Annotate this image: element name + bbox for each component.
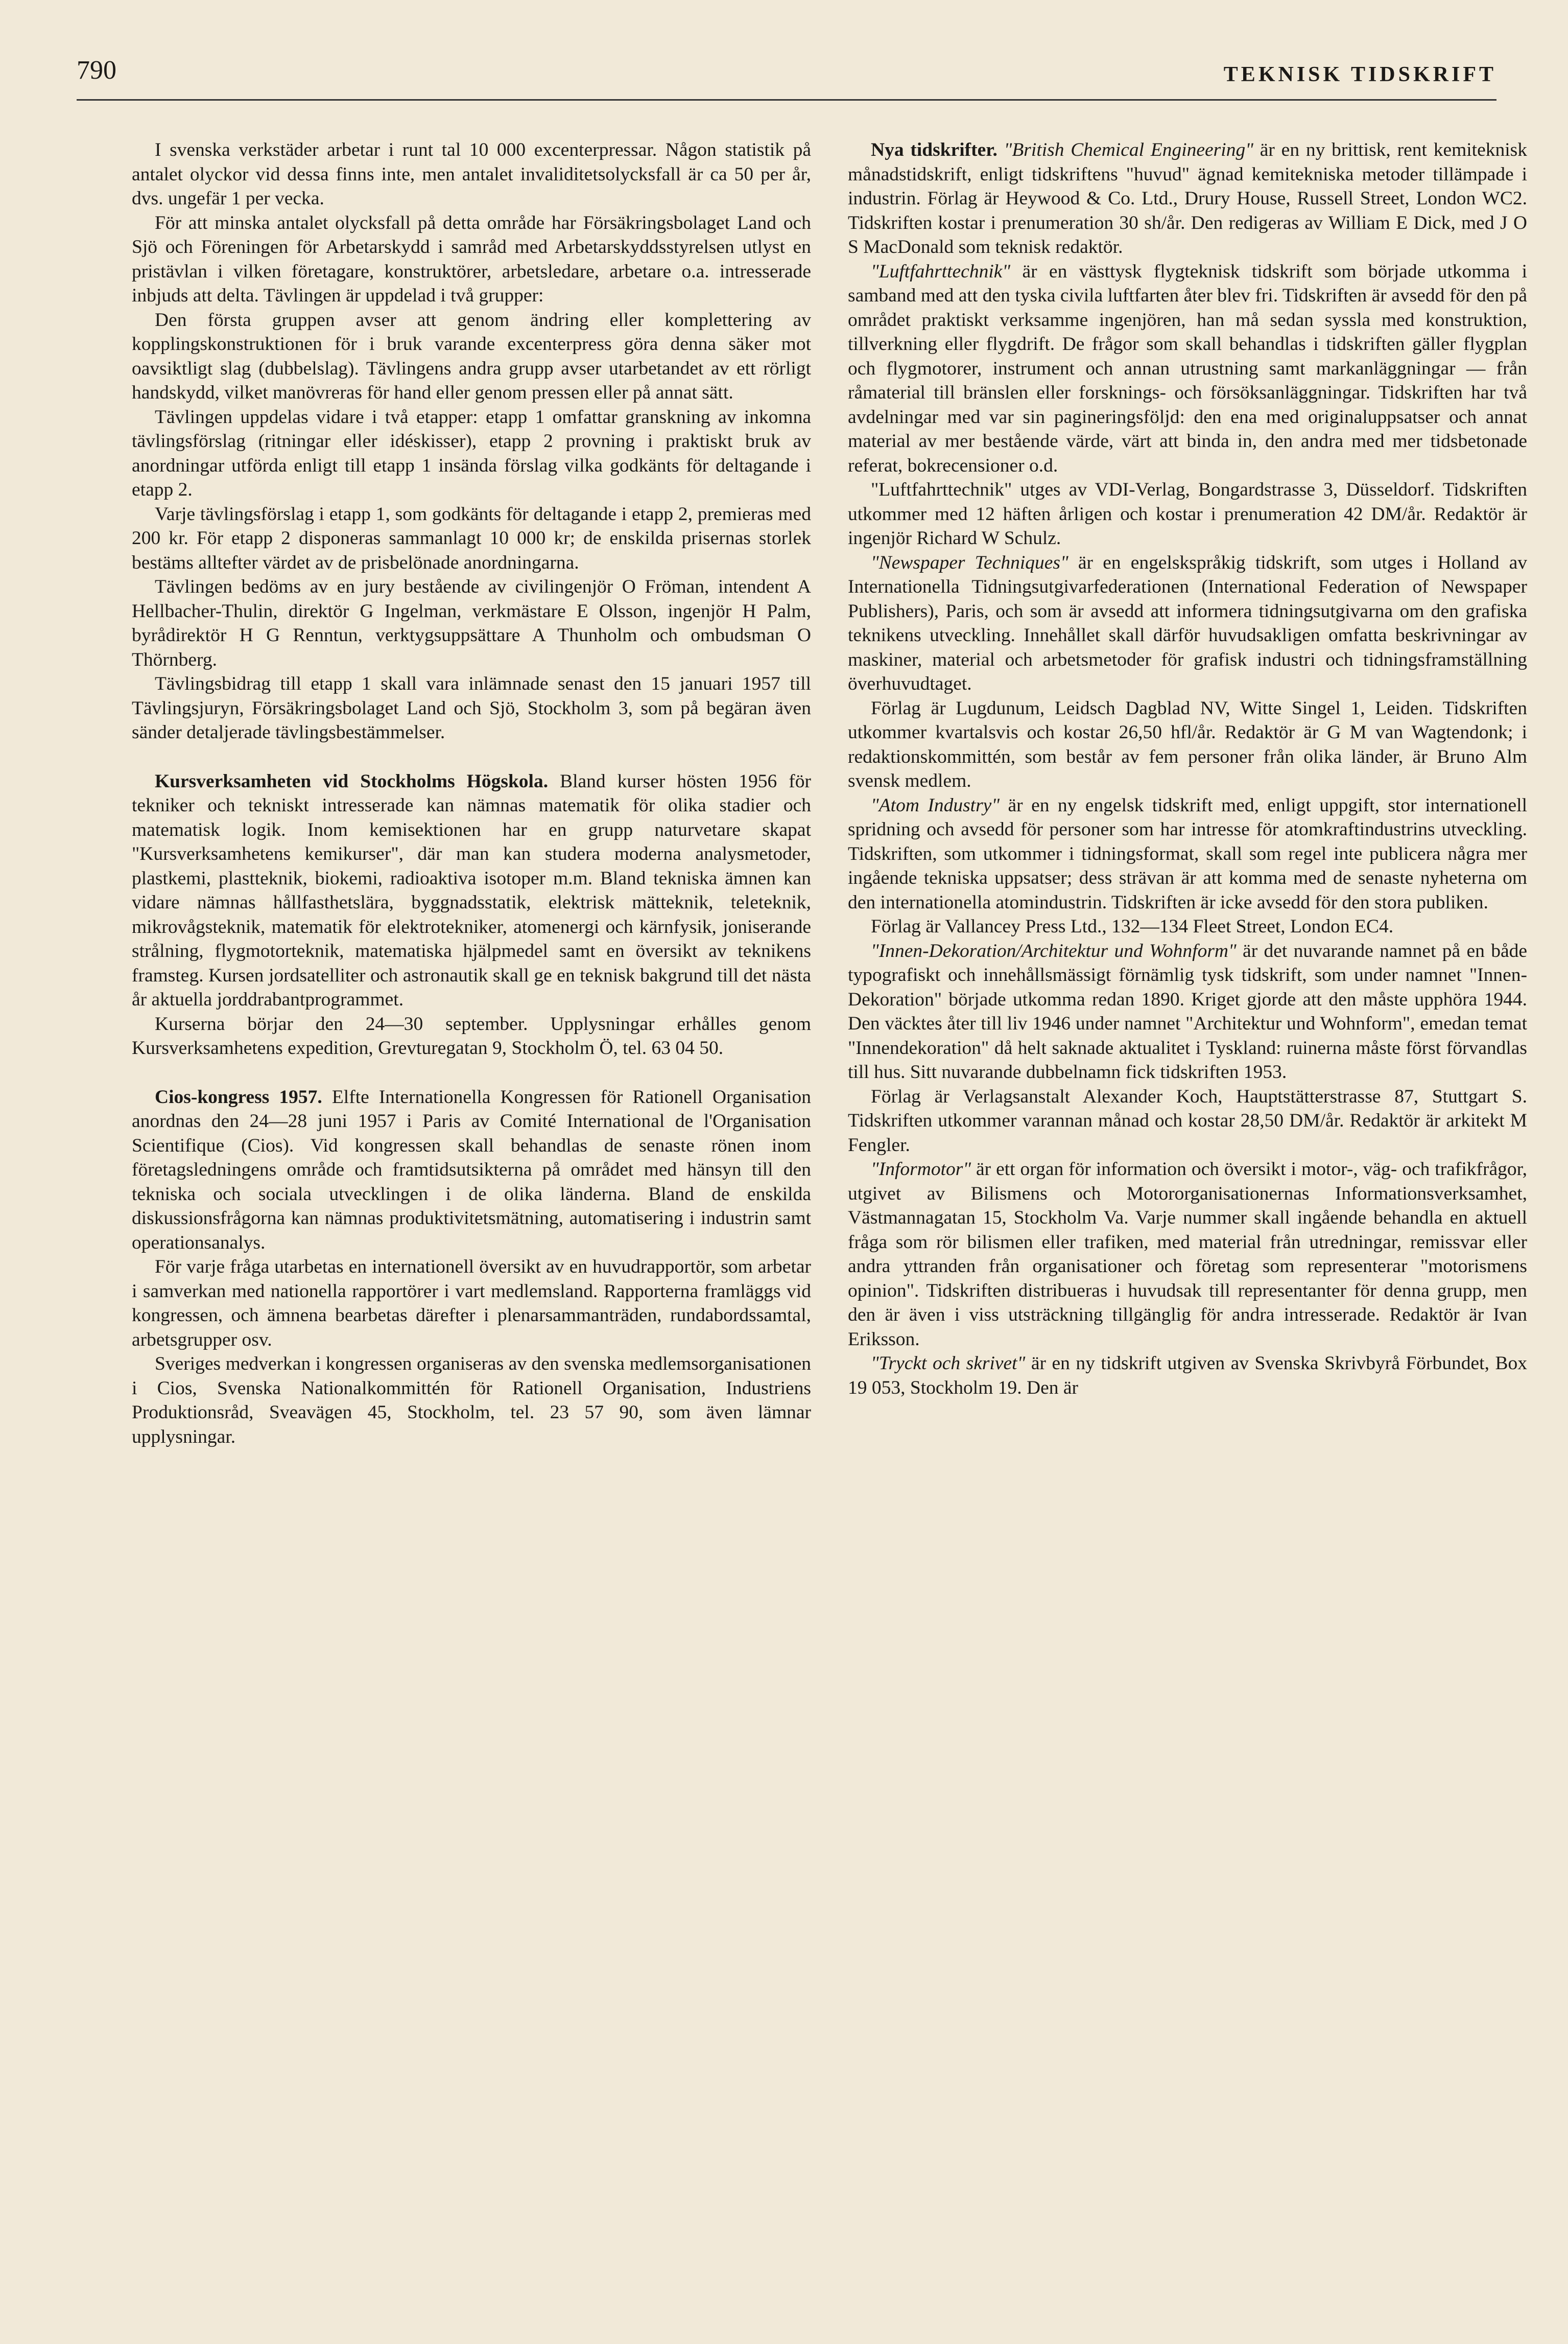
paragraph [848,939,1527,1085]
right-column [848,138,1527,1400]
page-number: 790 [77,56,116,85]
paragraph [848,1351,1527,1400]
section-heading: Nya tidskrifter. [871,139,997,160]
paragraph: Tävlingsbidrag till etapp 1 skall vara inlämnade senast den 15 januari 1957 till Tävlingsjuryn, Försäkringsbolaget Land och Sjö, Stockholm 3, som på begäran även sänder detaljerade tävlingsbestämmelser. [132,673,811,743]
paragraph-text: är en engelskspråkig tidskrift, som utges i Holland av Internationella Tidningsutgivarfederationen (International Federation of Newspaper Publishers), Paris, och som är avsedd att informera tidningsutgivarna om den grafiska teknikens utveckling. Innehållet skall därför huvudsakligen omfatta beskrivningar av maskiner, material och arbetsmetoder för grafisk industri och tidningsframställning överhuvudtaget. [848,552,1528,694]
paragraph-text: är ett organ för information och översikt i motor-, väg- och trafikfrågor, utgivet av Bilismens och Motororganisationernas Informationsverksamhet, Västmannagatan 15, Stockholm Va. Varje nummer skall ingående behandla en aktuell fråga som rör bilismen eller trafiken, med material från utredningar, remissvar eller andra yttranden från organisationer och företag som representerar "motorismens opinion". Tidskriften distribueras i huvudsak till representanter för denna grupp, men den är även i viss utsträckning tillgänglig för andra intresserade. Redaktör är Ivan Eriksson. [848,1159,1527,1350]
paragraph-text: är en ny engelsk tidskrift med, enligt uppgift, stor internationell spridning och avsedd för personer som har intresse för atomkraftindustrins utveckling. Tidskriften, som utkommer i tidningsformat, skall som regel inte publicera några mer ingående tekniska uppsatser; dess strävan är att komma med de senaste nyheterna om den internationella atomindustrin. Tidskriften är icke avsedd för den stora publiken. [848,794,1527,913]
paragraph: Kurserna börjar den 24—30 september. Upplysningar erhålles genom Kursverksamhetens expedition, Grevturegatan 9, Stockholm Ö, tel. 63 04 50. [132,1013,811,1059]
journal-name: "Tryckt och skrivet" [871,1353,1026,1374]
paragraph: För varje fråga utarbetas en internationell översikt av en huvudrapportör, som arbetar i samverkan med nationella rapportörer i vart medlemsland. Rapporterna framläggs vid kongressen, och ämnena bearbetas därefter i plenarsammanträden, rundabordssamtal, arbetsgrupper osv. [132,1256,811,1350]
section-cios [132,1085,811,1255]
journal-title: TEKNISK TIDSKRIFT [1223,63,1496,86]
section-heading: Kursverksamheten vid Stockholms Högskola. [155,770,549,792]
paragraph-text: är en ny brittisk, rent kemiteknisk månadstidskrift, enligt tidskriftens "huvud" ägnad kemitekniska metoder tillämpade i industrin. Förlag är Heywood & Co. Ltd., Drury House, Russell Street, London WC2. Tidskriften kostar i prenumeration 30 sh/år. Den redigeras av William E Dick, med J O S MacDonald som teknisk redaktör. [848,139,1527,257]
section-heading: Cios-kongress 1957. [155,1086,322,1108]
paragraph [848,551,1527,696]
paragraph: För att minska antalet olycksfall på detta område har Försäkringsbolaget Land och Sjö och Föreningen för Arbetarskydd i samråd med Arbetarskyddsstyrelsen utlyst en pristävlan i vilken företagare, konstruktörer, arbetsledare, arbetare o.a. intresserade inbjuds att delta. Tävlingen är uppdelad i två grupper: [132,212,811,306]
section-nya-tidskrifter [848,138,1527,260]
paragraph: "Luftfahrttechnik" utges av VDI-Verlag, Bongardstrasse 3, Düsseldorf. Tidskriften utkommer med 12 häften årligen och kostar i prenumeration 42 DM/år. Redaktör är ingenjör Richard W Schulz. [848,479,1527,549]
paragraph: Förlag är Vallancey Press Ltd., 132—134 Fleet Street, London EC4. [871,916,1394,937]
paragraph [848,1157,1527,1351]
paragraph: Tävlingen uppdelas vidare i två etapper: etapp 1 omfattar granskning av inkomna tävlingsförslag (ritningar eller idéskisser), etapp 2 provning i praktiskt bruk av anordningar utförda enligt till etapp 1 insända förslag vilka godkänts för deltagande i etapp 2. [132,406,811,500]
journal-name: "British Chemical Engineering" [1004,139,1253,160]
paragraph-text: är en ny tidskrift utgiven av Svenska Skrivbyrå Förbundet, Box 19 053, Stockholm 19. Den är [848,1353,1527,1398]
left-column [132,138,811,1449]
paragraph: Sveriges medverkan i kongressen organiseras av den svenska medlemsorganisationen i Cios, Svenska Nationalkommittén för Rationell Organisation, Industriens Produktionsråd, Sveavägen 45, Stockholm, tel. 23 57 90, som även lämnar upplysningar. [132,1353,811,1447]
paragraph: Tävlingen bedöms av en jury bestående av civilingenjör O Fröman, intendent A Hellbacher-Thulin, direktör G Ingelman, verkmästare E Olsson, ingenjör H Palm, byrådirektör H G Renntun, verktygsuppsättare A Thunholm och ombudsman O Thörnberg. [132,576,811,670]
journal-name: "Luftfahrttechnik" [871,261,1011,282]
paragraph-text: Elfte Internationella Kongressen för Rationell Organisation anordnas den 24—28 juni 1957 i Paris av Comité International de l'Organisation Scientifique (Cios). Vid kongressen skall behandlas de senaste rönen inom företagsledningens område och framtidsutsikterna på området med hänsyn till den tekniska och sociala utvecklingen i de olika länderna. Bland de enskilda diskussionsfrågorna kan nämnas produktivitetsmätning, automatisering i industrin samt operationsanalys. [132,1086,812,1253]
paragraph: Förlag är Lugdunum, Leidsch Dagblad NV, Witte Singel 1, Leiden. Tidskriften utkommer kvartalsvis och kostar 26,50 hfl/år. Redaktör är G M van Wagtendonk; i redaktionskommittén, som består av fem personer från olika länder, är Bruno Alm svensk medlem. [848,697,1527,791]
paragraph [848,793,1527,915]
journal-name: "Informotor" [871,1159,971,1180]
paragraph-text: är en västtysk flygteknisk tidskrift som började utkomma i samband med att den tyska civila luftfarten åter blev fri. Tidskriften är avsedd för den på området praktiskt verksamme ingenjören, han må sedan syssla med konstruktion, tillverkning eller flygdrift. De frågor som skall behandlas i tidskriften gäller flygplan och flygmotorer, instrument och annan utrustning samt markanläggningar — från råmaterial till bränslen eller forsknings- och försöksanläggningar. Tidskriften har två avdelningar med var sin pagineringsföljd: den ena med originaluppsatser och annat material av mer bestående värde, värt att binda in, den andra med mer tidsbetonade referat, bokrecensioner o.d. [848,261,1527,476]
journal-name: "Newspaper Techniques" [871,552,1068,573]
journal-name: "Atom Industry" [871,794,1000,816]
paragraph: I svenska verkstäder arbetar i runt tal 10 000 excenterpressar. Någon statistik på antalet olyckor vid dessa finns inte, men antalet invaliditetsolycksfall är ca 50 per år, dvs. ungefär 1 per vecka. [132,139,811,209]
paragraph-text: Bland kurser hösten 1956 för tekniker och tekniskt intresserade kan nämnas matematik för olika stadier och matematisk logik. Inom kemisektionen har en grupp naturvetare skapat "Kursverksamhetens kemikurser", där man kan studera moderna analysmetoder, plastkemi, plastteknik, biokemi, radioaktiva isotoper m.m. Bland tekniska ämnen kan vidare nämnas hållfasthetslära, byggnadsstatik, elektrisk mätteknik, teleteknik, mikrovågsteknik, matematik för elektrotekniker, atomenergi och kärnfysik, joniserande strålning, flygmotorteknik, matematiska hjälpmedel samt en översikt av teknikens framsteg. Kursen jordsatelliter och astronautik skall ge en teknisk bakgrund till det nästa år aktuella jorddrabantprogrammet. [132,770,811,1010]
paragraph: Varje tävlingsförslag i etapp 1, som godkänts för deltagande i etapp 2, premieras med 200 kr. För etapp 2 disponeras sammanlagt 10 000 kr; de enskilda prisernas storlek bestäms alltefter värdet av de prisbelönade anordningarna. [132,503,811,573]
paragraph: Förlag är Verlagsanstalt Alexander Koch, Hauptstätterstrasse 87, Stuttgart S. Tidskriften utkommer varannan månad och kostar 28,50 DM/år. Redaktör är arkitekt M Fengler. [848,1086,1527,1156]
page-header [77,55,1496,111]
journal-name: "Innen-Dekoration/Architektur und Wohnform" [871,940,1237,962]
header-rule [77,99,1496,101]
paragraph-text: är det nuvarande namnet på en både typografiskt och innehållsmässigt förnämlig tysk tidskrift, som under namnet "Innen-Dekoration" började utkomma redan 1890. Kriget gjorde att den måste upphöra 1944. Den väcktes åter till liv 1946 under namnet "Architektur und Wohnform", emedan temat "Innendekoration" då helt saknade aktualitet i Tyskland: ruinerna måste först förvandlas till hus. Sitt nuvarande dubbelnamn fick tidskriften 1953. [848,940,1527,1083]
section-kursverksamheten [132,769,811,1012]
paragraph: Den första gruppen avser att genom ändring eller komplettering av kopplingskonstruktionen för i bruk varande excenterpress göra denna säker mot oavsiktligt slag (dubbelslag). Tävlingens andra grupp avser utarbetandet av ett rörligt handskydd, vilket manövreras för hand eller genom pressen eller på annat sätt. [132,309,811,403]
paragraph [848,260,1527,478]
